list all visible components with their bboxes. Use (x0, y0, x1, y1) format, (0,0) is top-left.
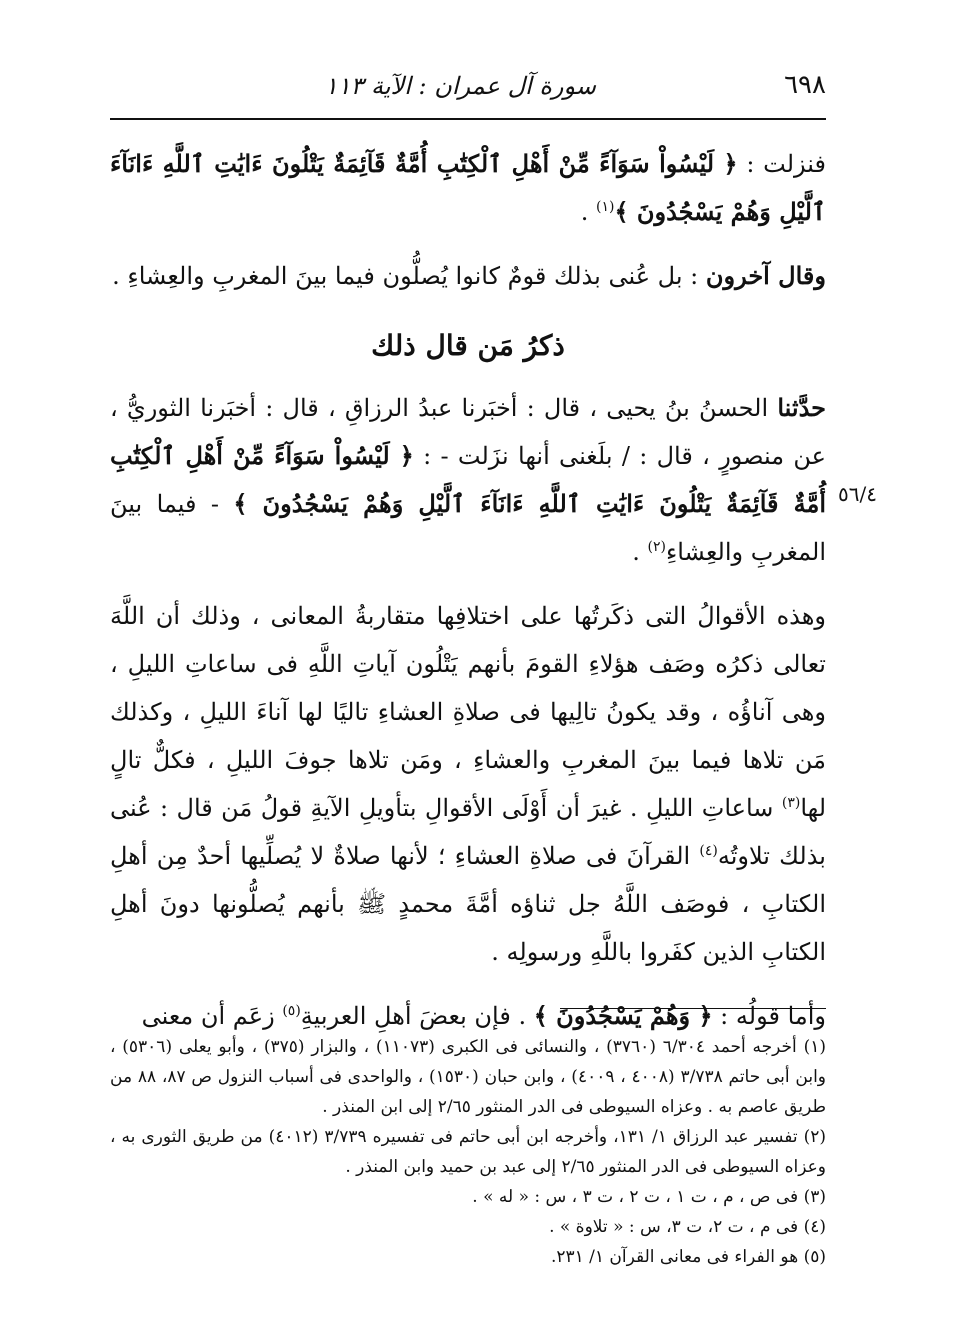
paragraph-4-part-a: وهذه الأقوالُ التى ذكَرتُها على اختلافِها متقاربةُ المعانى ، وذلك أن اللَّهَ تعالى ذكرُه وصَف هؤلاءِ القومَ بأنهم يَتْلُون آياتِ اللَّهِ فى ساعاتِ الليلِ ، وهى آناؤُه ، وقد يكونُ تالِيها فى صلاةِ العشاءِ تاليًا لها آناءَ الليلِ ، وكذلك مَن تلاها فيما بينَ المغربِ والعشاءِ ، ومَن تلاها جوفَ الليلِ ، فكلٌّ تالٍ لها (110, 602, 826, 822)
page-header (110, 70, 826, 110)
paragraph-5-part-c: زعَم أن معنى (141, 1002, 283, 1030)
footnotes (110, 1032, 826, 1272)
paragraph-2 (110, 252, 826, 300)
paragraph-3-lead: حدَّثنا (777, 393, 826, 422)
margin-reference: ٥٦/٤ (838, 482, 877, 506)
paragraph-4-part-c: القرآنَ فى صلاةِ العشاءِ ؛ لأنها صلاةٌ لا يُصلِّيها أحدٌ مِن أهلِ الكتابِ ، فوصَف اللَّهُ جل ثناؤه أمَّةَ محمدٍ ﷺ بأنهم يُصلُّونها دونَ أهلِ الكتابِ الذين كفَروا باللَّهِ ورسولِه . (110, 842, 826, 966)
footnote-2: (٢) تفسير عبد الرزاق ١/ ١٣١، وأخرجه ابن أبى حاتم فى تفسيره ٣/٧٣٩ (٤٠١٢) من طريق الثورى به ، وعزاه السيوطى فى الدر المنثور ٢/٦٥ إلى عبد بن حميد وابن المنذر . (110, 1127, 826, 1177)
paragraph-3-end: . (632, 538, 648, 566)
paragraph-4 (110, 592, 826, 976)
footnote-ref-2[interactable]: (٢) (647, 539, 666, 555)
section-heading: ذكرُ مَن قال ذلك (371, 329, 565, 362)
quran-verse-1: ﴿ لَيْسُواْ سَوَآءً مِّنْ أَهْلِ ٱلْكِتَٰبِ أُمَّةٌ قَآئِمَةٌ يَتْلُونَ ءَايَٰتِ ٱللَّهِ ءَانَآءَ ٱلَّيْلِ وَهُمْ يَسْجُدُونَ ﴾ (110, 149, 826, 226)
paragraph-1-end: . (580, 198, 596, 226)
paragraph-3-tail: - فيما بينَ المغربِ والعِشاءِ (110, 490, 826, 566)
footnote-5: (٥) هو الفراء فى معانى القرآن ١/ ٢٣١. (550, 1247, 826, 1267)
running-title: سورة آل عمران : الآية ١١٣ (324, 72, 596, 100)
paragraph-5-part-b: . فإن بعضَ أهلِ العربيةِ (300, 1002, 534, 1030)
footnote-1: (١) أخرجه أحمد ٦/٣٠٤ (٣٧٦٠) ، والنسائى فى الكبرى (١١٠٧٣) ، والبزار (٣٧٥) ، وأبو يعلى (٥٣٠٦) ، وابن أبى حاتم ٣/٧٣٨ (٤٠٠٨ ، ٤٠٠٩) ، وابن حبان (١٥٣٠) ، والواحدى فى أسباب النزول ص ٨٧، ٨٨ من طريق عاصم به . وعزاه السيوطى فى الدر المنثور ٢/٦٥ إلى ابن المنذر . (110, 1037, 827, 1117)
paragraph-4-part-b: ساعاتِ الليلِ . غيرَ أن أَوْلَى الأقوالِ بتأويلِ الآيةِ قولُ مَن قال : عُنى بذلك تلاوتُه (110, 794, 826, 870)
paragraph-1-lead: فنزلت : (737, 150, 826, 178)
footnote-4: (٤) فى م ، ت ٢، ت ٣، س : « تلاوة » . (549, 1217, 826, 1237)
footnote-3: (٣) فى ص ، م ، ت ١ ، ت ٢ ، ت ٣ ، س : « له » . (472, 1187, 826, 1207)
quran-verse-3: ﴿ وَهُمْ يَسْجُدُونَ ﴾ (533, 1001, 713, 1030)
quran-verse-2: ﴿ لَيْسُواْ سَوَآءً مِّنْ أَهْلِ ٱلْكِتَٰبِ أُمَّةٌ قَآئِمَةٌ يَتْلُونَ ءَايَٰتِ ٱللَّهِ ءَانَآءَ ٱلَّيْلِ وَهُمْ يَسْجُدُونَ ﴾ (110, 441, 826, 518)
paragraph-5-part-a: وأما قولُه : (712, 1002, 826, 1030)
header-divider (110, 118, 826, 120)
paragraph-2-lead: وقال آخرون (705, 261, 826, 290)
main-text (110, 140, 826, 1040)
page-number: ٦٩٨ (784, 70, 826, 100)
footnote-divider (560, 1008, 826, 1009)
footnote-ref-5[interactable]: (٥) (282, 1003, 301, 1019)
spacer (110, 236, 826, 252)
footnote-ref-4[interactable]: (٤) (699, 843, 718, 859)
paragraph-3 (110, 384, 826, 576)
footnote-ref-1[interactable]: (١) (595, 199, 615, 215)
paragraph-2-text: : بل عُنى بذلك قومٌ كانوا يُصلُّون فيما بينَ المغربِ والعِشاءِ . (112, 262, 706, 290)
paragraph-3-text: الحسنُ بنُ يحيى ، قال : أخبَرنا عبدُ الرزاقِ ، قال : أخبَرنا الثوريُّ ، عن منصورٍ ، قال : / بلَغنى أنها نزَلت - : (110, 394, 826, 470)
spacer (110, 976, 826, 992)
spacer (110, 576, 826, 592)
paragraph-1 (110, 140, 826, 236)
footnote-ref-3[interactable]: (٣) (781, 795, 801, 811)
